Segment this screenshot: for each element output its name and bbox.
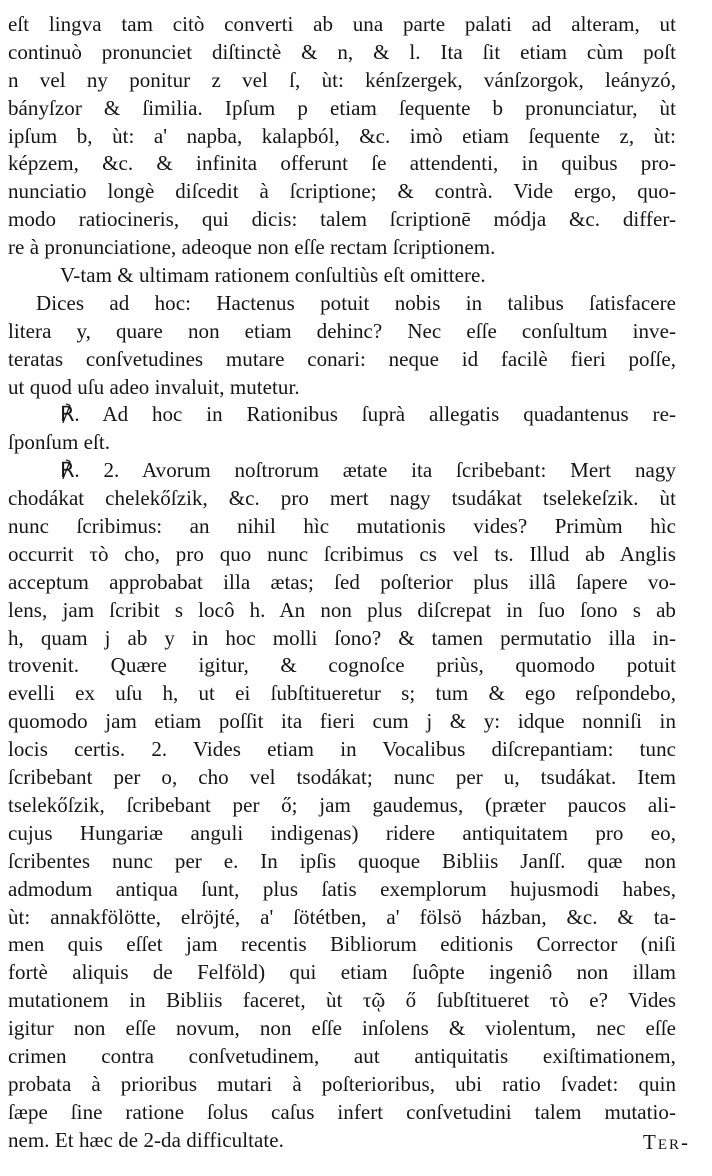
page-text-block: [8, 11, 676, 1155]
text-line-17: ℟. 2. Avorum noſtrorum ætate ita ſcribebant: Mert nagy: [60, 458, 676, 483]
text-line-03: n vel ny ponitur z vel ſ, ùt: kénſzergek, vánſzorgok, leányzó,: [8, 67, 676, 92]
text-line-30: cujus Hungariæ anguli indigenas) ridere antiquitatem pro eo,: [8, 820, 676, 845]
text-line-09: re à pronunciatione, adeoque non eſſe rectam ſcriptionem.: [8, 235, 496, 260]
text-line-39: probata à prioribus mutari à poſterioribus, ubi ratio ſvadet: quin: [8, 1071, 676, 1096]
text-line-20: occurrit τò cho, pro quo nunc ſcribimus cs vel ts. Illud ab Anglis: [8, 541, 676, 566]
text-line-24: trovenit. Quære igitur, & cognoſce priùs, quomodo potuit: [8, 653, 676, 678]
text-line-06: képzem, &c. & infinita offerunt ſe attendenti, in quibus pro-: [8, 151, 676, 176]
text-line-02: continuò pronunciet diſtinctè & n, & l. Ita ſit etiam cùm poſt: [8, 39, 676, 64]
text-line-14: ut quod uſu adeo invaluit, mutetur.: [8, 374, 300, 399]
text-line-32: admodum antiqua ſunt, plus ſatis exemplorum hujusmodi habes,: [8, 876, 676, 901]
text-line-41: nem. Et hæc de 2-da difficultate.: [8, 1127, 284, 1152]
text-line-15: ℟. Ad hoc in Rationibus ſuprà allegatis quadantenus re-: [60, 402, 676, 427]
text-line-35: fortè aliquis de Felföld) qui etiam ſuôpte ingeniô non illam: [8, 960, 676, 985]
text-line-13: teratas conſvetudines mutare conari: neque id facilè fieri poſſe,: [8, 346, 676, 371]
text-line-28: ſcribebant per o, cho vel tsodákat; nunc per u, tsudákat. Item: [8, 765, 676, 790]
text-line-34: men quis eſſet jam recentis Bibliorum editionis Corrector (niſi: [8, 932, 676, 957]
text-line-01: eſt lingva tam citò converti ab una parte palati ad alteram, ut: [8, 12, 676, 36]
text-line-08: modo ratiocineris, qui dicis: talem ſcriptionē módja &c. differ-: [8, 207, 676, 232]
text-line-29: tselekőſzik, ſcribebant per ő; jam gaudemus, (præter paucos ali-: [8, 792, 676, 817]
text-line-36: mutationem in Bibliis faceret, ùt τῷ ő ſubſtitueret τò e? Vides: [8, 988, 676, 1013]
text-line-07: nunciatio longè diſcedit à ſcriptione; & contrà. Vide ergo, quo-: [8, 179, 676, 204]
text-line-16: ſponſum eſt.: [8, 430, 111, 455]
text-line-19: nunc ſcribimus: an nihil hìc mutationis vides? Primùm hìc: [8, 514, 676, 539]
text-line-21: acceptum approbabat illa ætas; ſed poſterior plus illâ ſapere vo-: [8, 569, 676, 594]
text-line-11: Dices ad hoc: Hactenus potuit nobis in talibus ſatisfacere: [36, 290, 676, 315]
text-line-22: lens, jam ſcribit s locô h. An non plus diſcrepat in ſuo ſono s ab: [8, 597, 676, 622]
text-line-23: h, quam j ab y in hoc molli ſono? & tamen permutatio illa in-: [8, 625, 676, 650]
text-line-10: V-tam & ultimam rationem conſultiùs eſt omittere.: [60, 263, 486, 288]
text-line-25: evelli ex uſu h, ut ei ſubſtitueretur s; tum & ego reſpondebo,: [8, 681, 676, 706]
text-line-27: locis certis. 2. Vides etiam in Vocalibus diſcrepantiam: tunc: [8, 737, 676, 762]
text-line-33: ùt: annakfölötte, elröjté, a' ſötétben, a' fölsö házban, &c. & ta-: [8, 904, 676, 929]
text-line-05: ipſum b, ùt: a' napba, kalapból, &c. imò etiam ſequente z, ùt:: [8, 123, 676, 148]
text-line-40: ſæpe ſine ratione ſolus caſus infert conſvetudini talem mutatio-: [8, 1099, 676, 1124]
text-line-18: chodákat chelekőſzik, &c. pro mert nagy tsudákat tselekeſzik. ùt: [8, 486, 676, 511]
text-line-31: ſcribentes nunc per e. In ipſis quoque Bibliis Janſſ. quæ non: [8, 848, 676, 873]
text-line-04: bányſzor & ſimilia. Ipſum p etiam ſequente b pronunciatur, ùt: [8, 95, 676, 120]
text-line-26: quomodo jam etiam poſſit ita fieri cum j & y: idque nonniſi in: [8, 709, 676, 734]
catchword: Ter-: [643, 1130, 690, 1154]
text-line-37: igitur non eſſe novum, non eſſe inſolens & violentum, nec eſſe: [8, 1016, 676, 1041]
text-line-38: crimen contra conſvetudinem, aut antiquitatis exiſtimationem,: [8, 1043, 676, 1068]
text-line-12: litera y, quare non etiam dehinc? Nec eſſe conſultum inve-: [8, 318, 676, 343]
